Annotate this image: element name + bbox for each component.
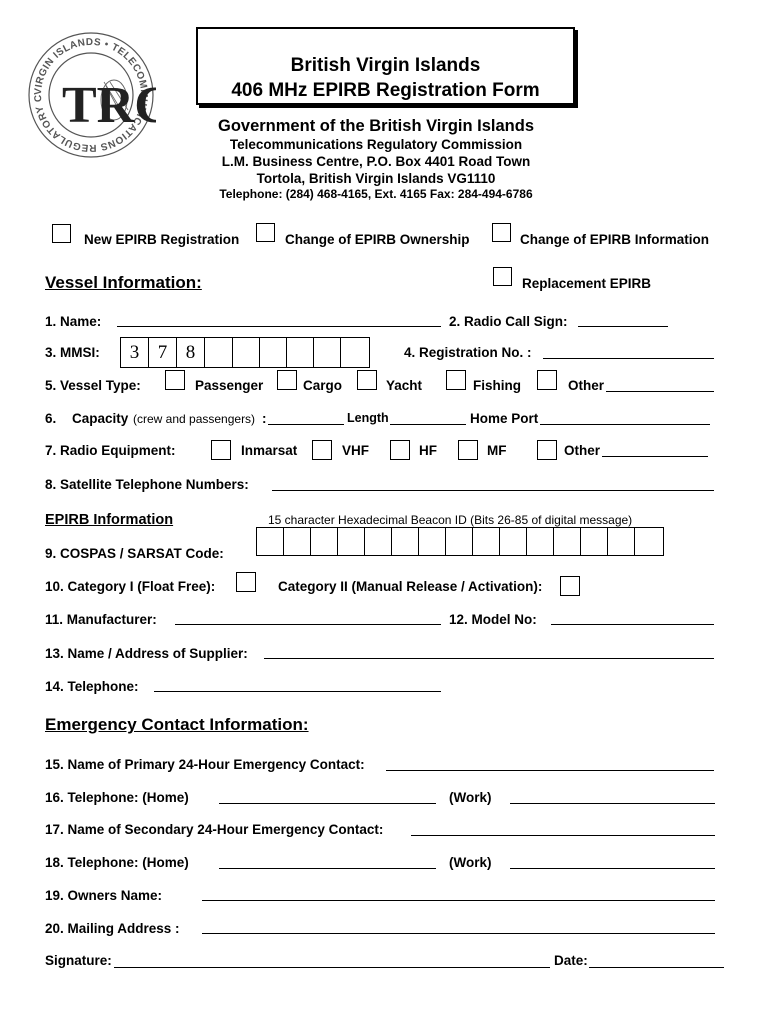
category-1-label: 10. Category I (Float Free):	[45, 579, 216, 594]
owners-name-label: 19. Owners Name:	[45, 888, 163, 903]
vessel-type-label: 5. Vessel Type:	[45, 378, 141, 393]
new-registration-label: New EPIRB Registration	[84, 232, 240, 247]
mmsi-digit[interactable]: 3	[121, 338, 149, 367]
trc-seal-graphic	[26, 30, 156, 160]
replacement-label: Replacement EPIRB	[522, 276, 652, 291]
length-field[interactable]	[390, 424, 466, 425]
hex-cell[interactable]	[392, 528, 419, 555]
inmarsat-label: Inmarsat	[241, 443, 298, 458]
supplier-phone-label: 14. Telephone:	[45, 679, 139, 694]
cargo-checkbox[interactable]	[277, 370, 297, 390]
cargo-label: Cargo	[303, 378, 343, 393]
model-no-field[interactable]	[551, 624, 714, 625]
capacity-number: 6.	[45, 411, 57, 426]
mmsi-digit[interactable]	[287, 338, 314, 367]
hex-cell[interactable]	[527, 528, 554, 555]
yacht-label: Yacht	[386, 378, 423, 393]
mailing-address-label: 20. Mailing Address :	[45, 921, 180, 936]
hex-cell[interactable]	[500, 528, 527, 555]
supplier-phone-field[interactable]	[154, 691, 441, 692]
mmsi-digit[interactable]	[260, 338, 287, 367]
other-radio-label: Other	[564, 443, 601, 458]
passenger-label: Passenger	[195, 378, 264, 393]
hex-cell[interactable]	[284, 528, 311, 555]
category-2-checkbox[interactable]	[560, 576, 580, 596]
hex-cell[interactable]	[446, 528, 473, 555]
mf-label: MF	[487, 443, 507, 458]
mailing-address-field[interactable]	[202, 933, 715, 934]
replacement-checkbox[interactable]	[493, 267, 512, 286]
fishing-label: Fishing	[473, 378, 521, 393]
mf-checkbox[interactable]	[458, 440, 478, 460]
capacity-note: (crew and passengers)	[133, 412, 256, 426]
yacht-checkbox[interactable]	[357, 370, 377, 390]
other-type-label: Other	[568, 378, 605, 393]
registration-no-field[interactable]	[543, 358, 714, 359]
vessel-section-heading: Vessel Information:	[45, 273, 202, 292]
mmsi-field[interactable]	[120, 337, 370, 368]
hex-cell[interactable]	[635, 528, 663, 555]
capacity-field[interactable]	[268, 424, 344, 425]
trc-logo	[26, 30, 156, 160]
hf-checkbox[interactable]	[390, 440, 410, 460]
hex-cell[interactable]	[554, 528, 581, 555]
call-sign-field[interactable]	[578, 326, 668, 327]
category-2-label: Category II (Manual Release / Activation):	[278, 579, 543, 594]
length-label: Length	[347, 411, 389, 425]
model-no-label: 12. Model No:	[449, 612, 537, 627]
hex-cell[interactable]	[608, 528, 635, 555]
category-1-checkbox[interactable]	[236, 572, 256, 592]
mmsi-digit[interactable]	[314, 338, 341, 367]
change-information-checkbox[interactable]	[492, 223, 511, 242]
agency-contact: Telephone: (284) 468-4165, Ext. 4165 Fax: 284-494-6786	[219, 187, 533, 201]
satellite-phone-label: 8. Satellite Telephone Numbers:	[45, 477, 249, 492]
primary-home-phone-label: 16. Telephone: (Home)	[45, 790, 189, 805]
primary-contact-label: 15. Name of Primary 24-Hour Emergency Contact:	[45, 757, 365, 772]
manufacturer-field[interactable]	[175, 624, 441, 625]
change-ownership-label: Change of EPIRB Ownership	[285, 232, 470, 247]
hex-id-note: 15 character Hexadecimal Beacon ID (Bits 26-85 of digital message)	[268, 513, 633, 527]
agency-address-2: Tortola, British Virgin Islands VG1110	[256, 171, 496, 186]
mmsi-digit[interactable]	[341, 338, 369, 367]
hex-cell[interactable]	[311, 528, 338, 555]
new-registration-checkbox[interactable]	[52, 224, 71, 243]
mmsi-label: 3. MMSI:	[45, 345, 100, 360]
date-field[interactable]	[589, 967, 724, 968]
satellite-phone-field[interactable]	[272, 490, 714, 491]
other-type-field[interactable]	[606, 391, 714, 392]
hex-cell[interactable]	[581, 528, 608, 555]
home-port-label: Home Port	[470, 411, 539, 426]
vhf-checkbox[interactable]	[312, 440, 332, 460]
mmsi-digit[interactable]	[205, 338, 233, 367]
secondary-home-phone-label: 18. Telephone: (Home)	[45, 855, 189, 870]
signature-field[interactable]	[114, 967, 550, 968]
capacity-colon: :	[262, 411, 267, 426]
hex-cell[interactable]	[365, 528, 392, 555]
date-label: Date:	[554, 953, 588, 968]
radio-equipment-label: 7. Radio Equipment:	[45, 443, 176, 458]
agency-name: Telecommunications Regulatory Commission	[229, 137, 523, 152]
vessel-name-field[interactable]	[117, 326, 441, 327]
logo-letters: TRC	[62, 77, 156, 134]
primary-home-phone-field[interactable]	[219, 803, 436, 804]
hex-cell[interactable]	[419, 528, 446, 555]
mmsi-digit[interactable]: 7	[149, 338, 177, 367]
mmsi-digit[interactable]: 8	[177, 338, 205, 367]
primary-work-label: (Work)	[449, 790, 492, 805]
hex-cell[interactable]	[257, 528, 284, 555]
epirb-section-heading: EPIRB Information	[45, 512, 174, 528]
registration-no-label: 4. Registration No. :	[404, 345, 532, 360]
vhf-label: VHF	[342, 443, 369, 458]
primary-contact-field[interactable]	[386, 770, 714, 771]
mmsi-digit[interactable]	[233, 338, 260, 367]
emergency-section-heading: Emergency Contact Information:	[45, 715, 309, 734]
change-information-label: Change of EPIRB Information	[520, 232, 709, 247]
passenger-checkbox[interactable]	[165, 370, 185, 390]
other-type-checkbox[interactable]	[537, 370, 557, 390]
vessel-name-label: 1. Name:	[45, 314, 102, 329]
call-sign-label: 2. Radio Call Sign:	[449, 314, 568, 329]
home-port-field[interactable]	[540, 424, 710, 425]
hf-label: HF	[419, 443, 437, 458]
secondary-contact-field[interactable]	[411, 835, 715, 836]
cospas-sarsat-label: 9. COSPAS / SARSAT Code:	[45, 546, 224, 561]
hex-cell[interactable]	[338, 528, 365, 555]
primary-work-phone-field[interactable]	[510, 803, 715, 804]
cospas-sarsat-field[interactable]	[256, 527, 664, 556]
hex-cell[interactable]	[473, 528, 500, 555]
manufacturer-label: 11. Manufacturer:	[45, 612, 157, 627]
logo-ring-text: VIRGIN ISLANDS • TELECOMMUNICATIONS REGULATORY C	[32, 36, 150, 154]
government-heading: Government of the British Virgin Islands	[218, 117, 534, 135]
signature-label: Signature:	[45, 953, 112, 968]
secondary-home-phone-field[interactable]	[219, 868, 436, 869]
form-title-line2: 406 MHz EPIRB Registration Form	[231, 80, 540, 101]
agency-address-1: L.M. Business Centre, P.O. Box 4401 Road Town	[221, 154, 531, 169]
secondary-work-phone-field[interactable]	[510, 868, 715, 869]
secondary-work-label: (Work)	[449, 855, 492, 870]
fishing-checkbox[interactable]	[446, 370, 466, 390]
capacity-label: Capacity	[72, 411, 129, 426]
form-title-line1: British Virgin Islands	[290, 55, 481, 76]
supplier-field[interactable]	[264, 658, 714, 659]
other-radio-checkbox[interactable]	[537, 440, 557, 460]
owners-name-field[interactable]	[202, 900, 715, 901]
change-ownership-checkbox[interactable]	[256, 223, 275, 242]
secondary-contact-label: 17. Name of Secondary 24-Hour Emergency Contact:	[45, 822, 384, 837]
other-radio-field[interactable]	[602, 456, 708, 457]
inmarsat-checkbox[interactable]	[211, 440, 231, 460]
supplier-label: 13. Name / Address of Supplier:	[45, 646, 248, 661]
